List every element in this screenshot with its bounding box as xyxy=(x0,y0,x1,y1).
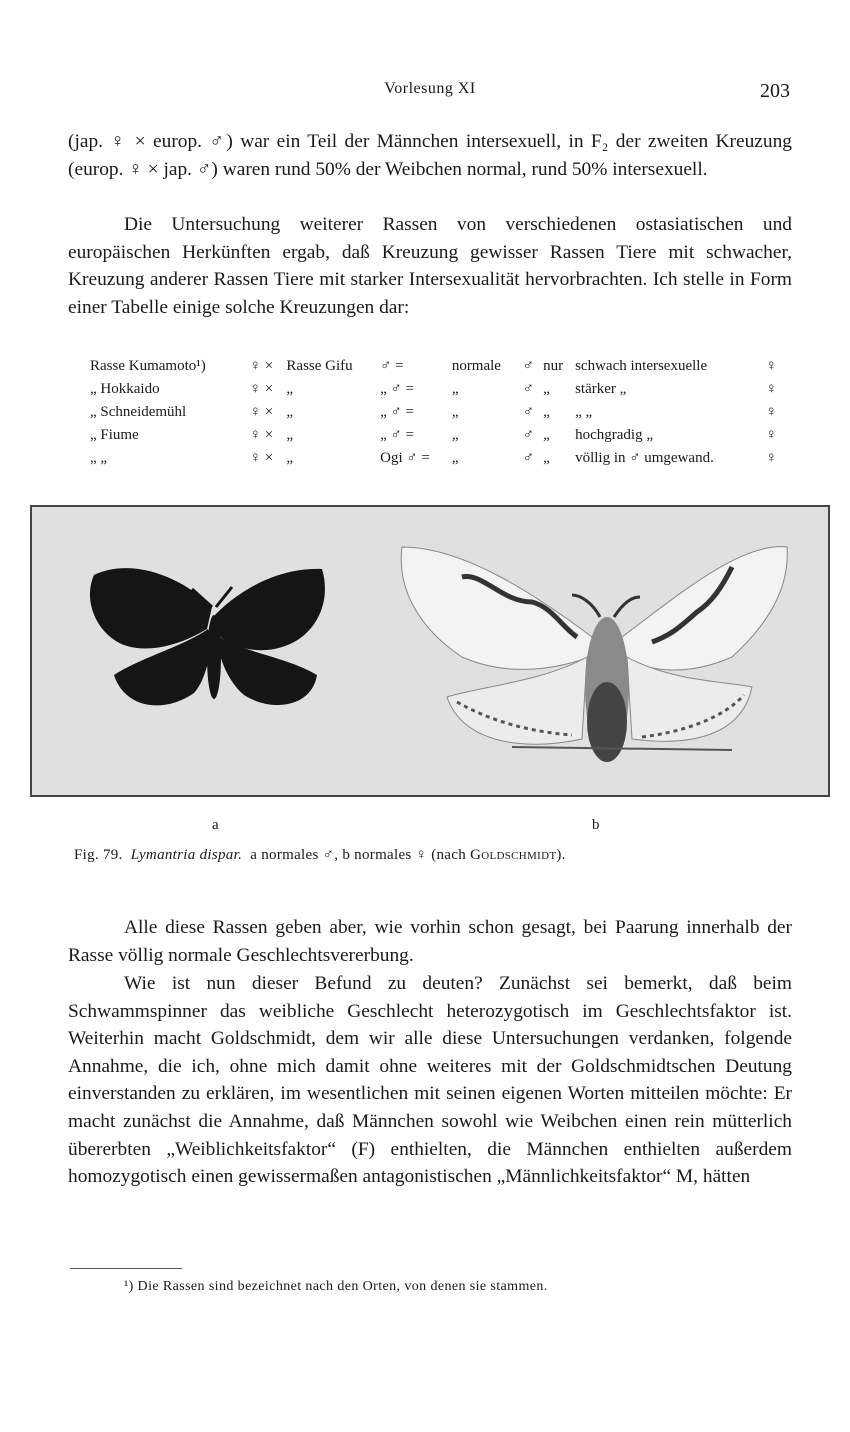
paragraph-1: (jap. ♀ × europ. ♂) war ein Teil der Männchen intersexuell, in F₂ der zweiten Kreuzung (europ. ♀ × jap. ♂) waren rund 50% der Weibchen normal, rund 50% intersexuell. xyxy=(68,131,792,180)
caption-author: Goldschmidt xyxy=(470,847,557,863)
cross-table-cell: „ xyxy=(543,427,550,443)
page-number: 203 xyxy=(760,80,790,102)
page-header xyxy=(68,80,792,106)
cross-table-row xyxy=(88,401,784,424)
cross-table-row xyxy=(88,378,784,401)
cross-table-cell: normale xyxy=(451,358,501,374)
cross-table-cell: ♂ = xyxy=(380,358,404,374)
cross-table-cell: „ ♂ = xyxy=(380,381,415,397)
cross-table-cell: hochgradig „ xyxy=(575,427,653,443)
cross-table-cell: Ogi ♂ = xyxy=(380,450,430,466)
cross-table-cell: Rasse Gifu xyxy=(286,358,353,374)
cross-table-cell: ♂ xyxy=(522,427,534,443)
cross-table-cell: ♀ xyxy=(765,450,777,466)
paragraph-2: Die Untersuchung weiterer Rassen von verschiedenen ostasiatischen und europäischen Herkünften ergab, daß Kreuzung gewisser Rassen Tiere mit schwacher, Kreuzung anderer Rassen Tiere mit starker Intersexualität hervorbrachten. Ich stelle in Form einer Tabelle einige solche Kreuzungen dar: xyxy=(68,214,792,318)
footnote: ¹) Die Rassen sind bezeichnet nach den Orten, von denen sie stammen. xyxy=(124,1279,548,1294)
cross-table-cell: ♂ xyxy=(522,404,534,420)
moth-photo xyxy=(32,507,828,795)
cross-table-cell: völlig in ♂ umgewand. xyxy=(575,450,714,466)
cross-table-cell: „ xyxy=(451,381,459,397)
cross-table-cell: „ xyxy=(543,381,550,397)
figure-photo xyxy=(30,505,830,797)
cross-table-cell: „ Hokkaido xyxy=(90,381,160,397)
cross-table-cell: „ xyxy=(286,450,294,466)
cross-table-cell: „ xyxy=(286,427,294,443)
footnote-divider xyxy=(70,1268,182,1269)
cross-table-cell: „ xyxy=(451,450,459,466)
cross-table-cell: „ xyxy=(286,381,294,397)
cross-table-row xyxy=(88,355,784,378)
cross-table-cell: schwach intersexuelle xyxy=(575,358,708,374)
cross-table-row xyxy=(88,424,784,447)
cross-table-cell: „ ♂ = xyxy=(380,427,415,443)
cross-table-cell: „ „ xyxy=(90,450,108,466)
caption-number: Fig. 79. xyxy=(74,847,123,863)
cross-table-cell: ♀ xyxy=(765,427,777,443)
caption-text: a normales ♂, b normales ♀ (nach xyxy=(250,847,467,863)
cross-table-cell: ♀ × xyxy=(249,381,274,397)
paragraph-3: Alle diese Rassen geben aber, wie vorhin schon gesagt, bei Paarung innerhalb der Rasse völlig normale Geschlechtsvererbung. xyxy=(68,917,792,966)
cross-table xyxy=(88,355,784,470)
cross-table-cell: Rasse Kumamoto¹) xyxy=(90,358,206,374)
cross-table-cell: ♂ xyxy=(522,381,534,397)
cross-table-cell: ♀ × xyxy=(249,450,274,466)
cross-table-cell: „ Fiume xyxy=(90,427,139,443)
cross-table-cell: „ ♂ = xyxy=(380,404,415,420)
cross-table-cell: „ xyxy=(286,404,294,420)
caption-species: Lymantria dispar. xyxy=(130,847,243,863)
cross-table-cell: ♀ xyxy=(765,404,777,420)
cross-table-cell: stärker „ xyxy=(575,381,627,397)
caption-suffix: ). xyxy=(556,847,566,863)
cross-table-cell: ♀ xyxy=(765,381,777,397)
cross-table-cell: ♂ xyxy=(522,450,534,466)
cross-table-cell: „ xyxy=(451,427,459,443)
cross-table-cell: ♂ xyxy=(522,358,534,374)
figure-label-a: a xyxy=(212,817,219,833)
cross-table-cell: ♀ xyxy=(765,358,777,374)
cross-table-cell: „ Schneidemühl xyxy=(90,404,187,420)
cross-table-cell: ♀ × xyxy=(249,404,274,420)
cross-table-row xyxy=(88,447,784,470)
paragraph-4: Wie ist nun dieser Befund zu deuten? Zunächst sei bemerkt, daß beim Schwammspinner das weibliche Geschlecht heterozygotisch im Geschlechtsfaktor ist. Weiterhin macht Goldschmidt, dem wir alle diese Untersuchungen verdanken, folgende Annahme, die ich, ohne mich damit ohne weiteres mit der Goldschmidtschen Deutung einverstanden zu erklären, im wesentlichen mit seinen eigenen Worten mitteilen möchte: Er macht zunächst die Annahme, daß Männchen sowohl wie Weibchen einen rein mütterlich übererbten „Weiblichkeitsfaktor“ (F) enthielten, die Männchen enthielten außerdem homozygotisch einen gewissermaßen antagonistischen „Männlichkeitsfaktor“ M, hätten xyxy=(68,973,792,1188)
cross-table-cell: „ xyxy=(543,450,550,466)
cross-table-cell: ♀ × xyxy=(249,427,274,443)
cross-table-cell: „ xyxy=(543,404,550,420)
cross-table-cell: „ xyxy=(451,404,459,420)
cross-table-cell: nur xyxy=(543,358,564,374)
figure-label-b: b xyxy=(592,817,600,833)
figure-caption xyxy=(74,847,794,864)
running-head: Vorlesung XI xyxy=(384,80,476,97)
cross-table-cell: ♀ × xyxy=(249,358,274,374)
cross-table-cell: „ „ xyxy=(575,404,593,420)
